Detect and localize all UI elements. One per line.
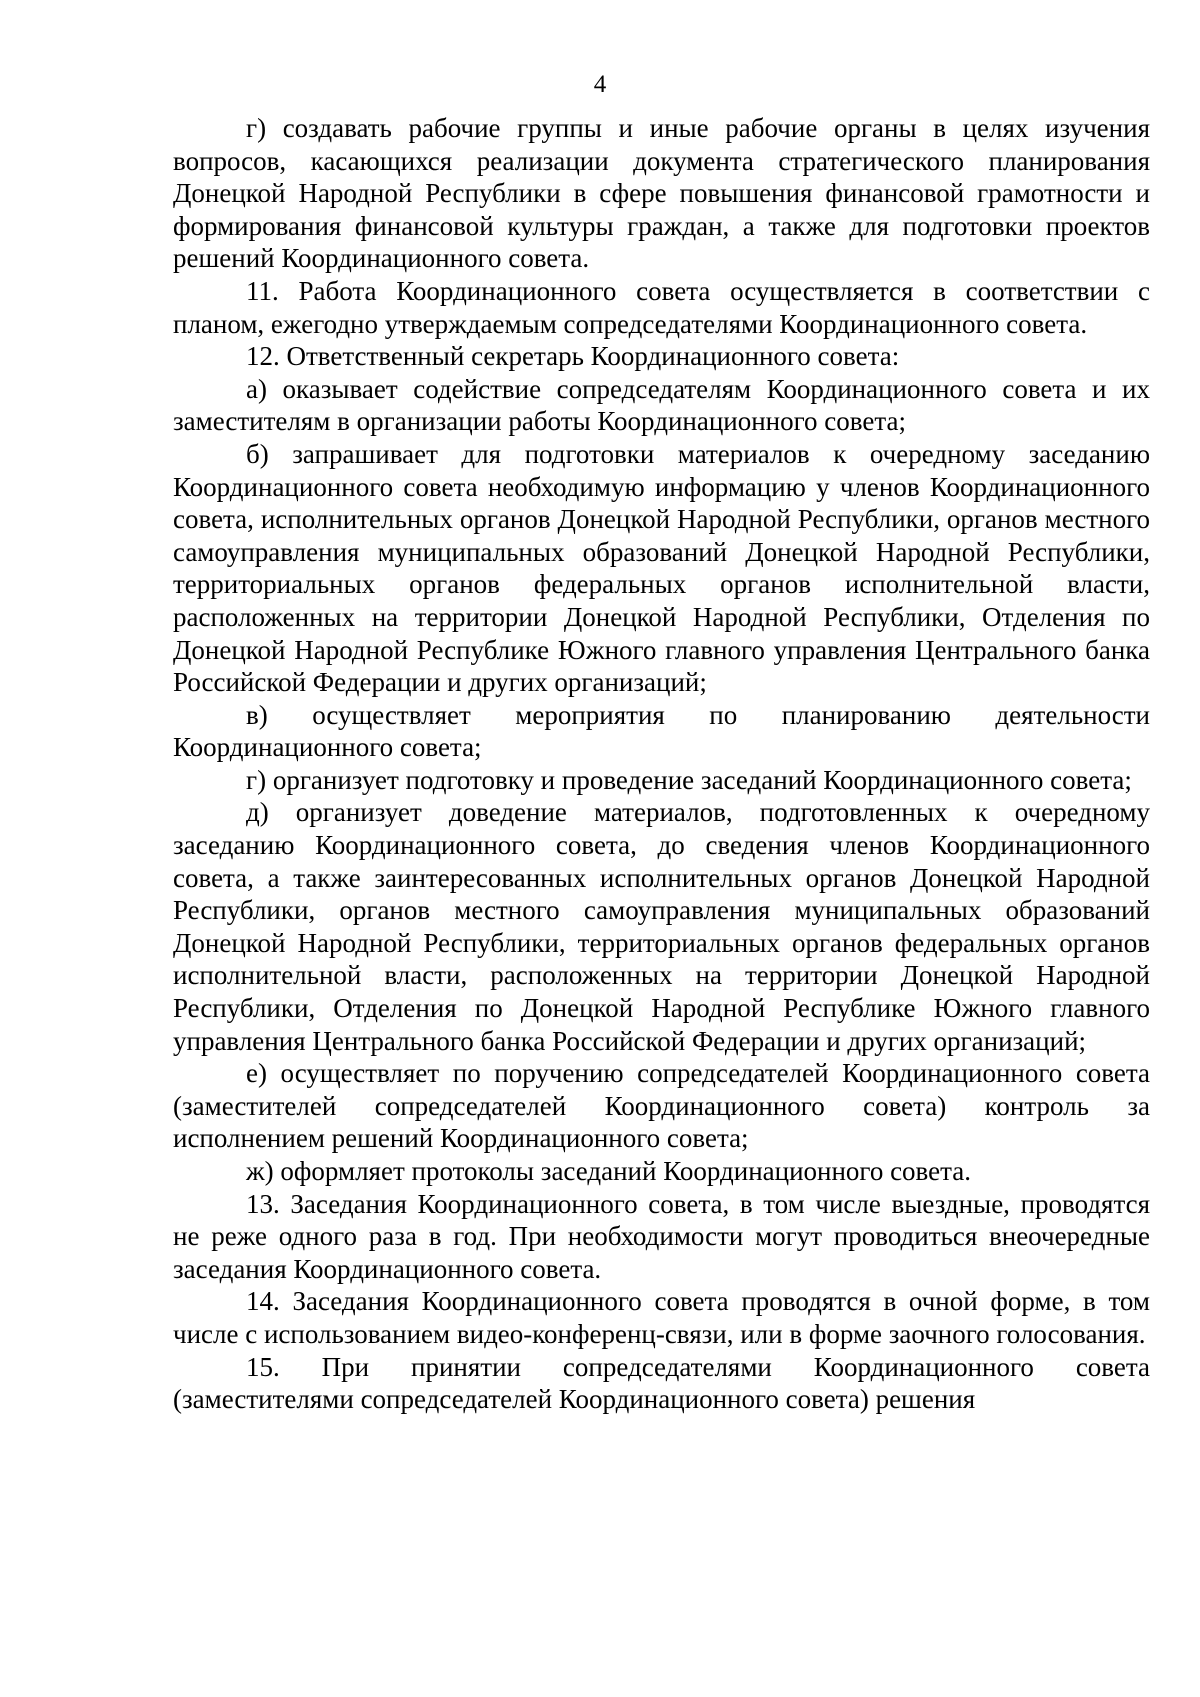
paragraph-12-item-e: е) осуществляет по поручению сопредседателей Координационного совета (заместителей сопредседателей Координационного совета) контроль за исполнением решений Координационного совета; <box>173 1058 1150 1154</box>
paragraph-item-g-working-groups: г) создавать рабочие группы и иные рабочие органы в целях изучения вопросов, касающихся реализации документа стратегического планирования Донецкой Народной Республики в сфере повышения финансовой грамотности и формирования финансовой культуры граждан, а также для подготовки проектов решений Координационного совета. <box>173 113 1150 274</box>
paragraph-12-item-g: г) организует подготовку и проведение заседаний Координационного совета; <box>246 764 1132 795</box>
document-body <box>173 112 1150 1416</box>
paragraph-12-item-a: а) оказывает содействие сопредседателям Координационного совета и их заместителям в организации работы Координационного совета; <box>173 373 1150 437</box>
paragraph-14-meeting-form: 14. Заседания Координационного совета проводятся в очной форме, в том числе с использованием видео-конференц-связи, или в форме заочного голосования. <box>173 1286 1150 1349</box>
paragraph-12-secretary: 12. Ответственный секретарь Координационного совета: <box>246 341 900 372</box>
paragraph-12-item-d: д) организует доведение материалов, подготовленных к очередному заседанию Координационного совета, до сведения членов Координационного совета, а также заинтересованных исполнительных органов Донецкой Народной Республики, органов местного самоуправления муниципальных образований Донецкой Народной Республики, территориальных органов федеральных органов исполнительной власти, расположенных на территории Донецкой Народной Республики, Отделения по Донецкой Народной Республике Южного главного управления Центрального банка Российской Федерации и других организаций; <box>173 797 1150 1056</box>
paragraph-12-item-v: в) осуществляет мероприятия по планированию деятельности Координационного совета; <box>173 699 1150 763</box>
paragraph-12-item-zh: ж) оформляет протоколы заседаний Координационного совета. <box>246 1156 971 1186</box>
paragraph-11-work-plan: 11. Работа Координационного совета осуществляется в соответствии с планом, ежегодно утверждаемым сопредседателями Координационного совета. <box>173 275 1150 339</box>
paragraph-15-decision: 15. При принятии сопредседателями Координационного совета (заместителями сопредседателей Координационного совета) решения <box>173 1351 1150 1415</box>
paragraph-12-item-b: б) запрашивает для подготовки материалов к очередному заседанию Координационного совета необходимую информацию у членов Координационного совета, исполнительных органов Донецкой Народной Республики, органов местного самоуправления муниципальных образований Донецкой Народной Республики, территориальных органов федеральных органов исполнительной власти, расположенных на территории Донецкой Народной Республики, Отделения по Донецкой Народной Республике Южного главного управления Центрального банка Российской Федерации и других организаций; <box>173 438 1150 698</box>
page-number: 4 <box>593 71 607 98</box>
paragraph-13-meetings: 13. Заседания Координационного совета, в том числе выездные, проводятся не реже одного раза в год. При необходимости могут проводиться внеочередные заседания Координационного совета. <box>173 1188 1150 1284</box>
